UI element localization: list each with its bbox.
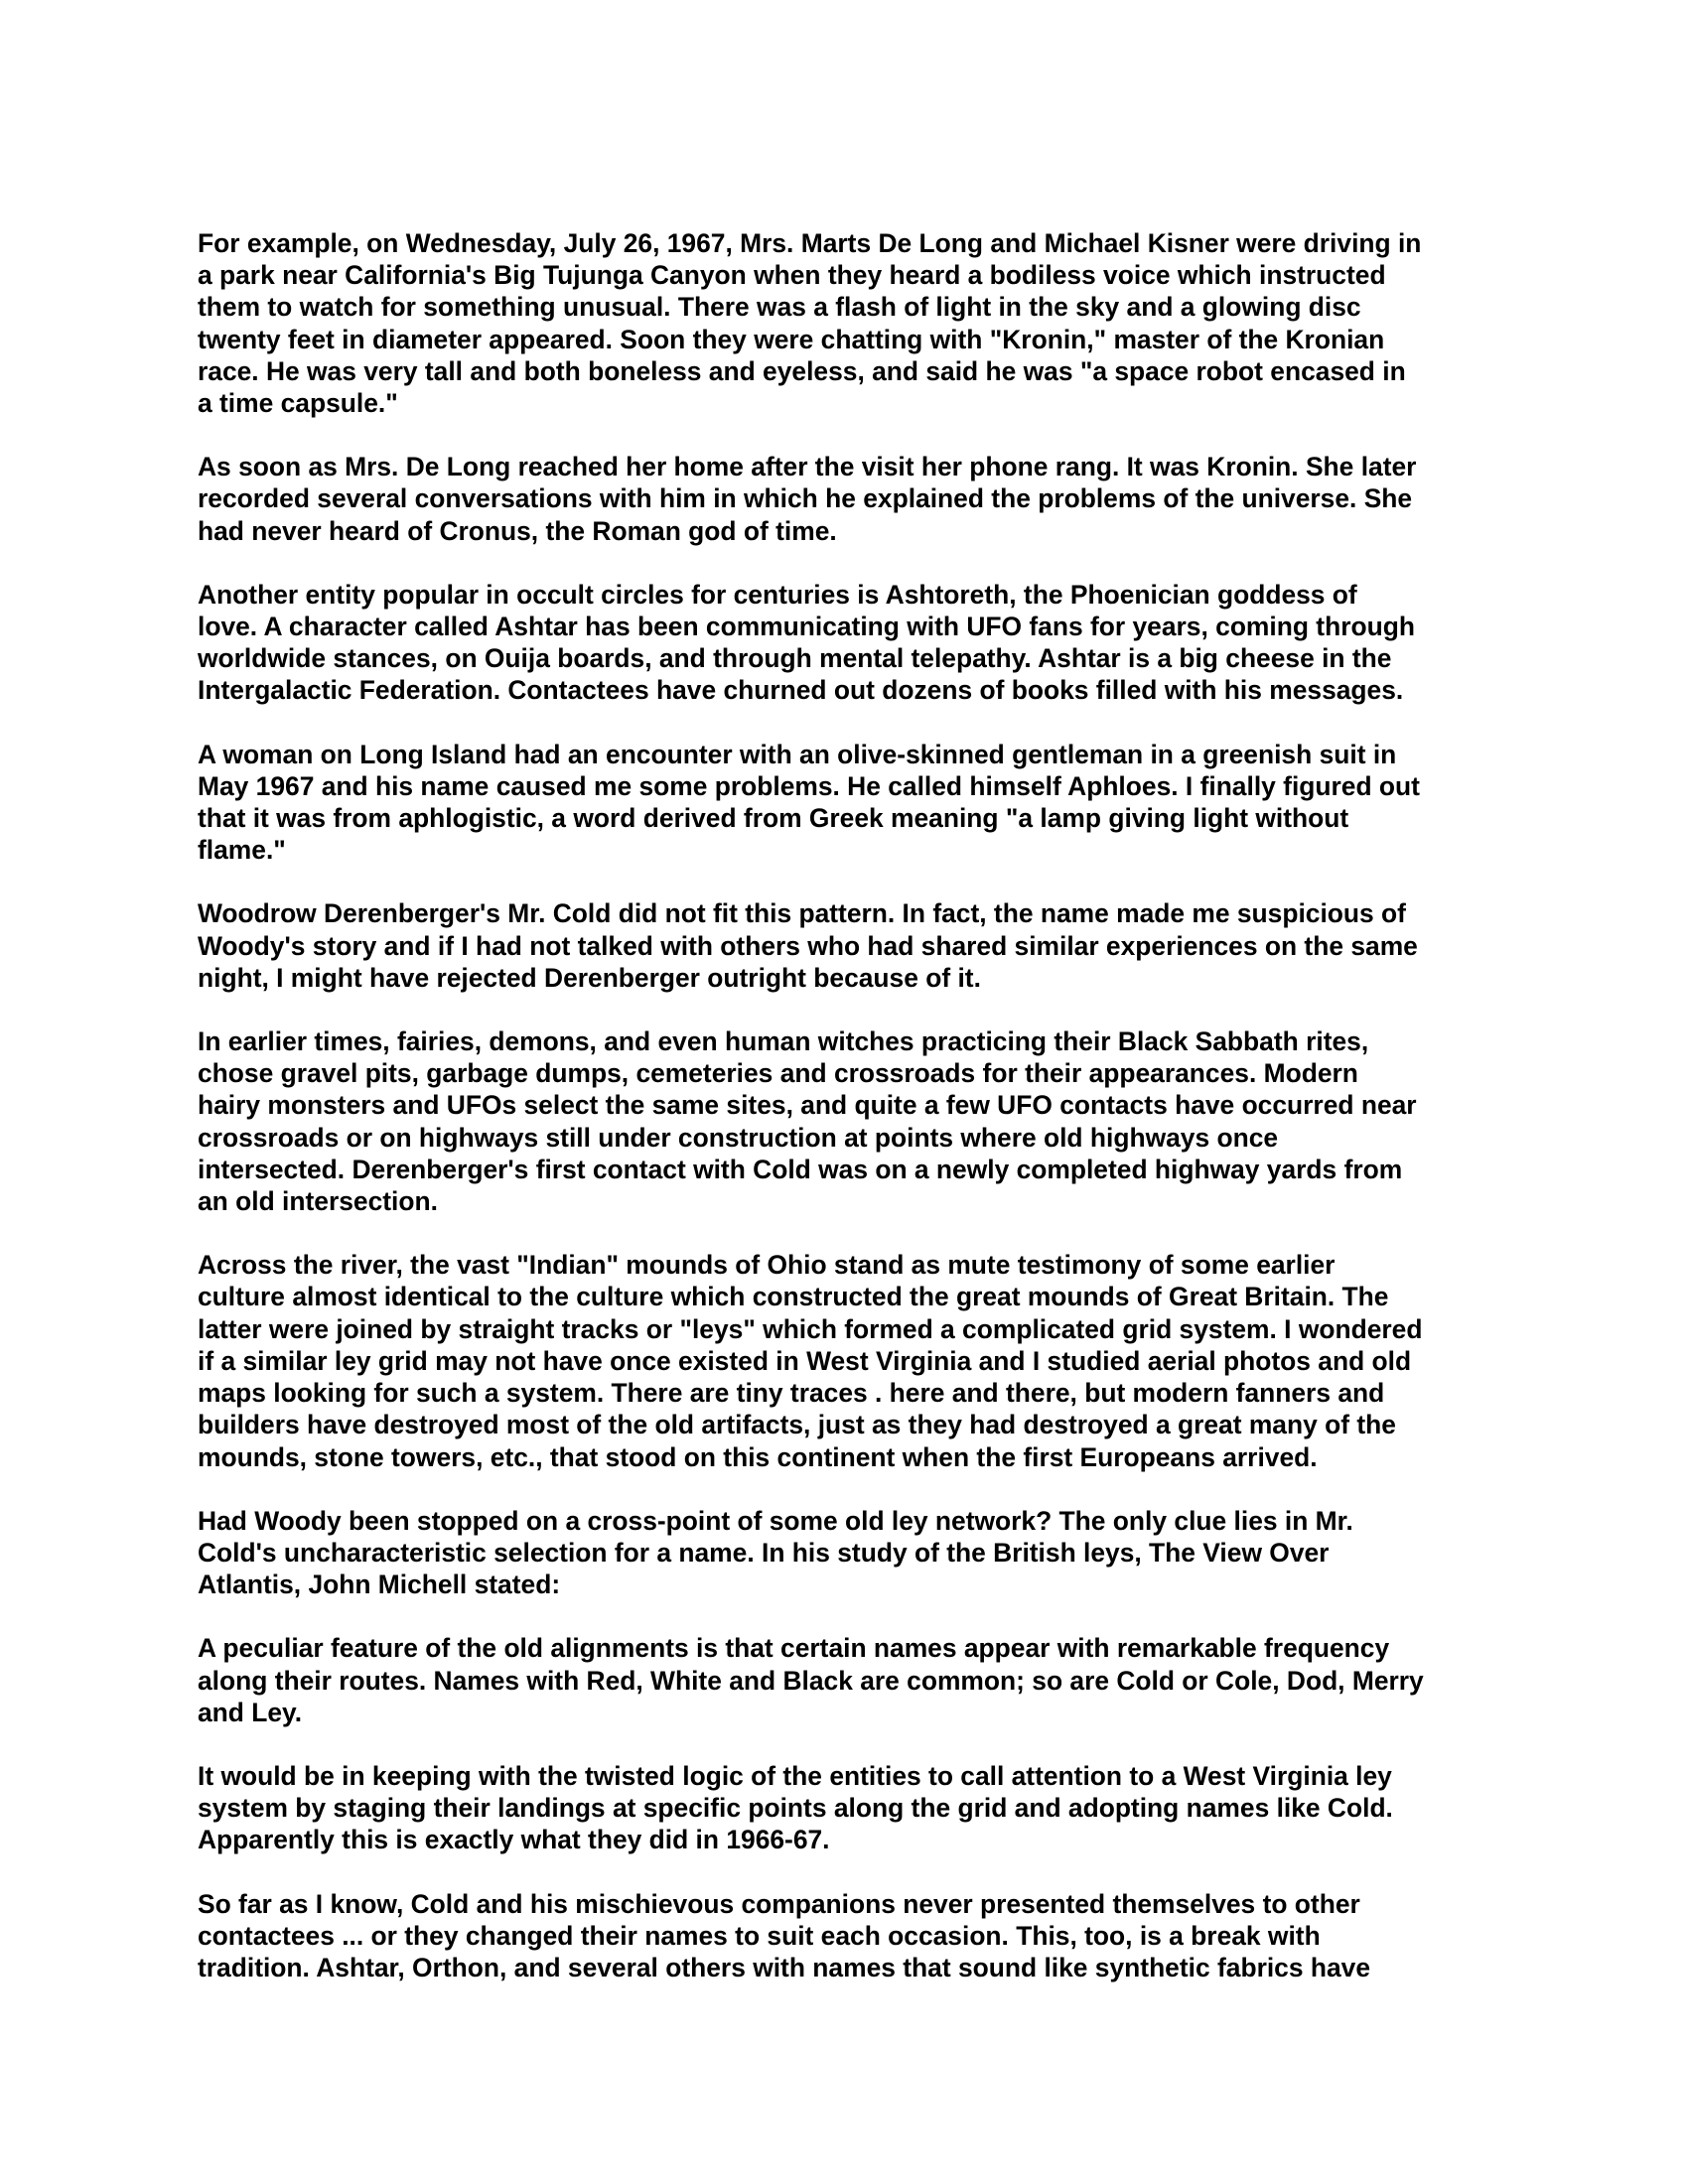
paragraph-aphloes: A woman on Long Island had an encounter with an olive-skinned gentleman in a greenish suit in May 1967 and his name caused me some problems. He called himself Aphloes. I finally figured out that it was from aphlogistic, a word derived from Greek meaning "a lamp giving light without flame."	[198, 739, 1420, 866]
paragraph-kronin-encounter: For example, on Wednesday, July 26, 1967, Mrs. Marts De Long and Michael Kisner were driving in a park near California's Big Tujunga Canyon when they heard a bodiless voice which instructed them to watch for something unusual. There was a flash of light in the sky and a glowing disc twenty feet in diameter appeared. Soon they were chatting with "Kronin," master of the Kronian race. He was very tall and both boneless and eyeless, and said he was "a space robot encased in a time capsule."	[198, 228, 1422, 419]
paragraph-contactees: So far as I know, Cold and his mischievous companions never presented themselves to other contactees ... or they changed their names to suit each occasion. This, too, is a break with tradition. Ashtar, Orthon, and several others with names that sound like synthetic fabrics have	[198, 1888, 1371, 1982]
document-page	[198, 227, 1498, 1983]
paragraph-phone-call: As soon as Mrs. De Long reached her home after the visit her phone rang. It was Kronin. She later recorded several conversations with him in which he explained the problems of the universe. She had never heard of Cronus, the Roman god of time.	[198, 452, 1417, 546]
paragraph-ley-network: Had Woody been stopped on a cross-point of some old ley network? The only clue lies in Mr. Cold's uncharacteristic selection for a name. In his study of the British leys, The View Over Atlantis, John Michell stated:	[198, 1505, 1353, 1600]
paragraph-ley-system: It would be in keeping with the twisted logic of the entities to call attention to a West Virginia ley system by staging their landings at specific points along the grid and adopting names like Cold. Apparently this is exactly what they did in 1966-67.	[198, 1760, 1393, 1855]
paragraph-mr-cold: Woodrow Derenberger's Mr. Cold did not fit this pattern. In fact, the name made me suspicious of Woody's story and if I had not talked with others who had shared similar experiences on the same night, I might have rejected Derenberger outright because of it.	[198, 898, 1418, 993]
paragraph-indian-mounds: Across the river, the vast "Indian" mounds of Ohio stand as mute testimony of some earlier culture almost identical to the culture which constructed the great mounds of Great Britain. The latter were joined by straight tracks or "leys" which formed a complicated grid system. I wondered if a similar ley grid may not have once existed in West Virginia and I studied aerial photos and old maps looking for such a system. There are tiny traces . here and there, but modern fanners and builders have destroyed most of the old artifacts, just as they had destroyed a great many of the mounds, stone towers, etc., that stood on this continent when the first Europeans arrived.	[198, 1250, 1423, 1472]
paragraph-michell-quote: A peculiar feature of the old alignments is that certain names appear with remarkable frequency along their routes. Names with Red, White and Black are common; so are Cold or Cole, Dod, Merry and Ley.	[198, 1633, 1424, 1727]
paragraph-ashtar: Another entity popular in occult circles for centuries is Ashtoreth, the Phoenician goddess of love. A character called Ashtar has been communicating with UFO fans for years, coming through worldwide stances, on Ouija boards, and through mental telepathy. Ashtar is a big cheese in the Intergalactic Federation. Contactees have churned out dozens of books filled with his messages.	[198, 579, 1415, 706]
paragraph-crossroads: In earlier times, fairies, demons, and even human witches practicing their Black Sabbath rites, chose gravel pits, garbage dumps, cemeteries and crossroads for their appearances. Modern hairy monsters and UFOs select the same sites, and quite a few UFO contacts have occurred near crossroads or on highways still under construction at points where old highways once intersected. Derenberger's first contact with Cold was on a newly completed highway yards from an old intersection.	[198, 1026, 1417, 1217]
